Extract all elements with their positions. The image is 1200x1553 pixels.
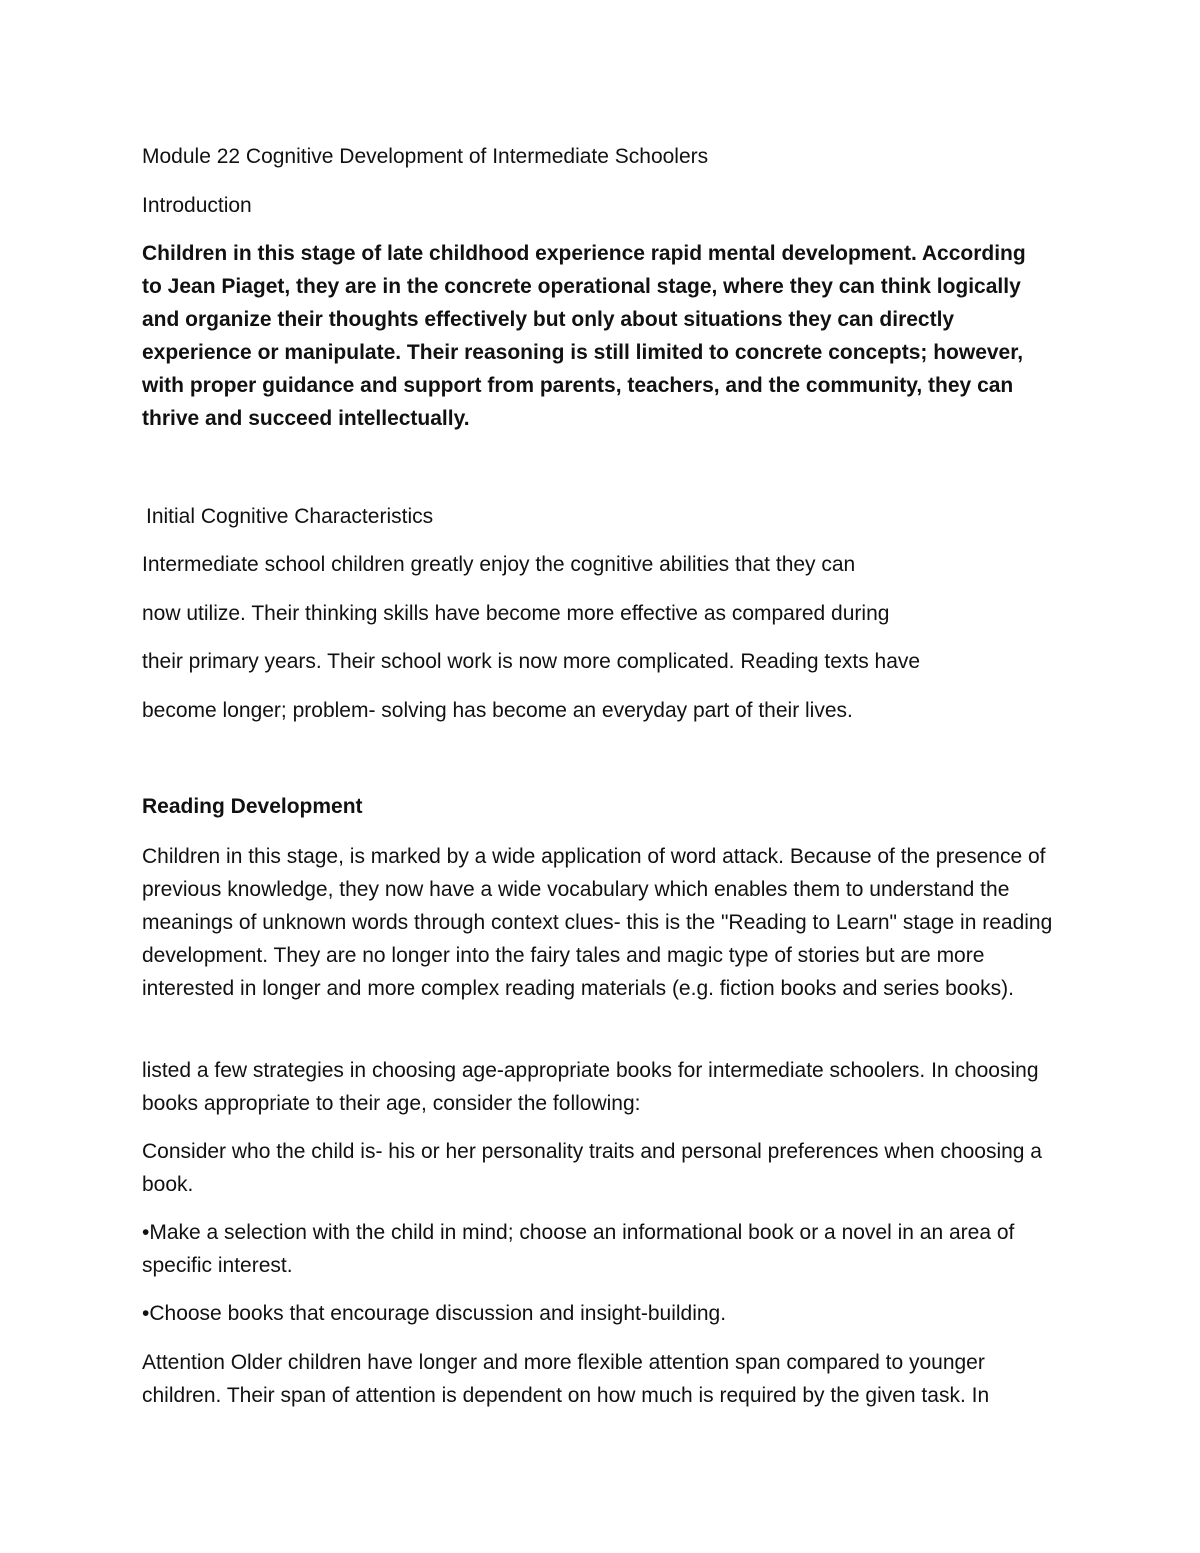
reading-development-paragraph: Children in this stage, is marked by a wide application of word attack. Because of the presence of previous knowledge, they now have a wide vocabulary which enables them to understand the meanings of unknown words through context clues- this is the "Reading to Learn" stage in reading development. They are no longer into the fairy tales and magic type of stories but are more interested in longer and more complex reading materials (e.g. fiction books and series books).: [142, 845, 1053, 1000]
attention-paragraph: Attention Older children have longer and more flexible attention span compared to younger children. Their span of attention is dependent on how much is required by the given task. In: [142, 1351, 990, 1407]
initial-characteristics-heading: Initial Cognitive Characteristics: [146, 505, 434, 528]
bullet-item-2: •Choose books that encourage discussion and insight-building.: [142, 1302, 727, 1325]
initial-line-4: become longer; problem- solving has become an everyday part of their lives.: [142, 699, 853, 722]
strategies-paragraph: listed a few strategies in choosing age-appropriate books for intermediate schoolers. In choosing books appropriate to their age, consider the following:: [142, 1059, 1039, 1115]
document-title: Module 22 Cognitive Development of Intermediate Schoolers: [142, 145, 709, 168]
initial-line-1: Intermediate school children greatly enjoy the cognitive abilities that they can: [142, 553, 856, 576]
initial-line-2: now utilize. Their thinking skills have become more effective as compared during: [142, 602, 890, 625]
introduction-paragraph: Children in this stage of late childhood experience rapid mental development. According to Jean Piaget, they are in the concrete operational stage, where they can think logically and organize their thoughts effectively but only about situations they can directly experience or manipulate. Their reasoning is still limited to concrete concepts; however, with proper guidance and support from parents, teachers, and the community, they can thrive and succeed intellectually.: [142, 242, 1026, 430]
bullet-item-1: •Make a selection with the child in mind; choose an informational book or a novel in an area of specific interest.: [142, 1221, 1015, 1277]
introduction-heading: Introduction: [142, 194, 252, 217]
reading-development-heading: Reading Development: [142, 795, 363, 818]
consider-paragraph: Consider who the child is- his or her personality traits and personal preferences when choosing a book.: [142, 1140, 1042, 1196]
initial-line-3: their primary years. Their school work is now more complicated. Reading texts have: [142, 650, 921, 673]
